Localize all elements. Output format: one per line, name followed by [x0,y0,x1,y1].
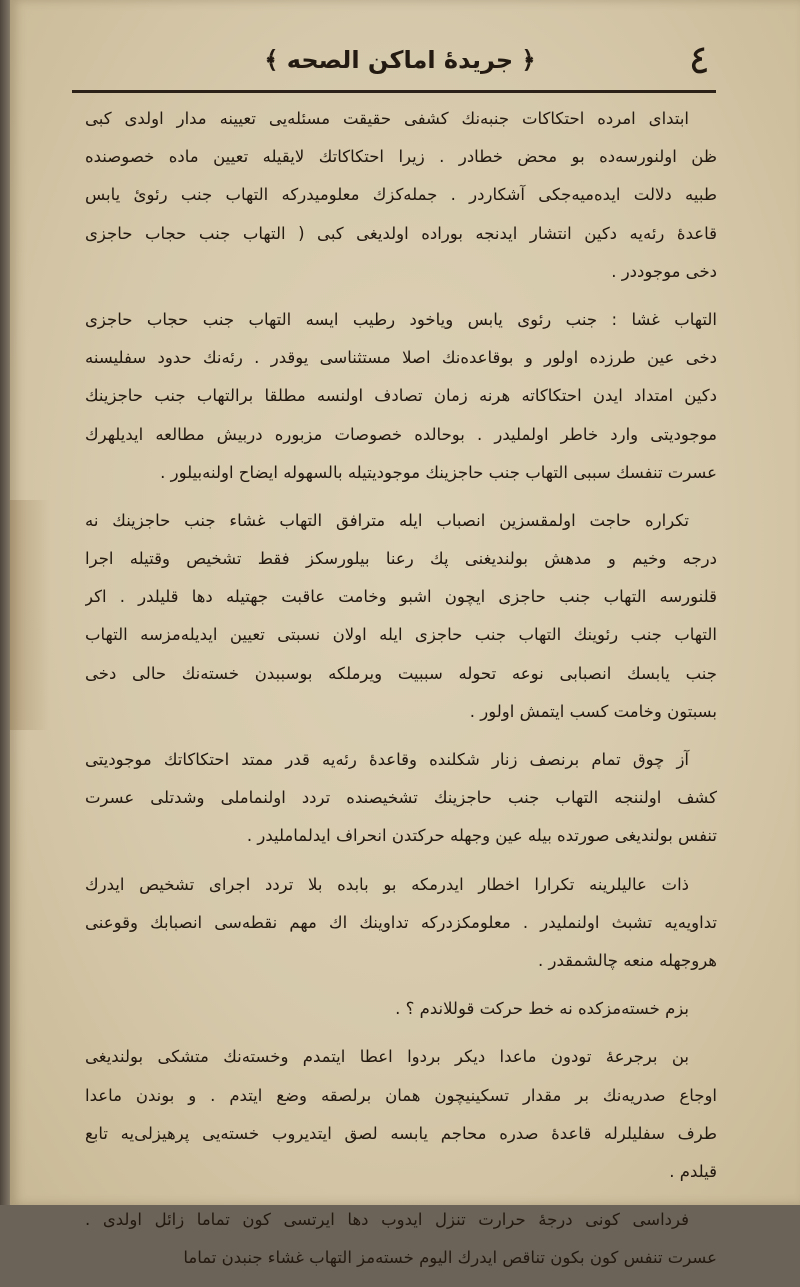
page-stain [10,500,50,730]
text-line: دكين امتداد ايدن احتكاكاته هرنه زمان تصادف اولنسه مطلقا برالتهاب جنب حاجزينك [85,386,717,406]
book-page [10,0,800,1268]
text-line: قاعدۀ رئه‌يه دكين انتشار ايدنجه بوراده اولديغى كبى ( التهاب جنب حجاب حاجزى [85,223,717,243]
paragraph [85,1201,717,1277]
text-line: ظن اولنورسه‌ده بو محض خطادر . زيرا احتكاكاتك لايقيله تعيين ماده خصوصنده [85,147,717,167]
page-number: ٤ [688,37,710,83]
text-line: كشف اولننجه التهاب جنب حاجزينك تشخيصنده تردد اولنماملى وشدتلى عسرت [85,788,717,808]
text-line: فرداسى كونى درجۀ حرارت تنزل ايدوب دها ايرتسى كون تماما زائل اولدى . [85,1210,689,1230]
paragraph [85,301,717,492]
text-line: هروجهله منعه چالشمقدر . [538,950,717,970]
text-line: بن برجرعۀ تودون ماعدا ديكر بردوا اعطا ايتمدم وخسته‌نك متشكى بولنديغى [85,1047,689,1067]
text-line: بسبتون وخامت كسب ايتمش اولور . [469,701,717,721]
text-line: ابتداى امرده احتكاكات جنبه‌نك كشفى حقيقت مسئله‌يى تعيينه مدار اولدى كبى [85,109,689,128]
text-line: ذات عاليلرينه تكرارا اخطار ايدرمكه بو بابده بلا تردد اجراى تشخيص ايدرك [85,874,689,894]
text-line: قلنورسه التهاب جنب حاجزى ايچون اشبو وخامت عاقبت جهتيله دها قليلدر . اكر [85,587,717,607]
header-rule [72,90,716,93]
paragraph [85,502,717,731]
paragraph [85,741,717,856]
text-line: قيلدم . [669,1161,717,1181]
paragraph [85,100,717,291]
text-line: تداويه‌يه تشبث اولنمليدر . معلومكزدركه تداوينك اك مهم نقطه‌سى انصبابك وقوعنى [85,912,717,932]
text-line: التهاب غشا : جنب رئوى يابس وياخود رطيب ايسه التهاب جنب حجاب حاجزى [85,309,717,329]
text-line: عسرت تنفسك سببى التهاب جنب حاجزينك موجوديتيله بالسهوله ايضاح اولنه‌بيلور . [160,462,717,482]
text-line: درجه وخيم و مدهش بولنديغنى پك رعنا بيلورسكز فقط تشخيص وقتيله اجرا [85,549,717,569]
text-line: اوجاع صدريه‌نك بر مقدار تسكينيچون همان برلصقه وضع ايتدم . و بوندن ماعدا [85,1085,717,1105]
text-line: دخى عين طرزده اولور و بوقاعده‌نك اصلا مستثناسى يوقدر . رئه‌نك حدود سفليسنه [85,348,717,368]
text-line: جنب يابسك انصبابى نوعه تحوله سببيت ويرملكه بوسببدن خسته‌نك حالى دخى [85,663,717,683]
text-line: تنفس بولنديغى صورتده بيله عين وجهله حركتدن انحراف ايدلمامليدر . [246,826,717,846]
text-line: موجوديتى وارد خاطر اولمليدر . بوحالده خصوصات مزبوره دربيش مطالعه ايديلهرك [85,424,717,444]
article-body [85,100,717,1287]
text-line: التهاب جنب رئوينك التهاب جنب حاجزى ايله اولان نسبتى تعيين ايديله‌مزسه التهاب [85,625,717,645]
page-header [70,36,710,84]
text-line: طرف سفليلرله قاعدۀ صدره محاجم يابسه لصق ايتديروب خسته‌يى پرهيزلى‌يه تابع [85,1123,717,1143]
running-head-title: ﴿ جريدۀ اماكن الصحه ﴾ [264,46,536,74]
text-line: عسرت تنفس كون بكون تناقص ايدرك اليوم خسته‌مز التهاب غشاء جنبدن تماما [183,1248,717,1268]
paragraph [85,990,717,1028]
text-line: آز چوق تمام برنصف زنار شكلنده وقاعدۀ رئه‌يه قدر ممتد احتكاكاتك موجوديتى [85,750,689,769]
text-line: دخى موجوددر . [611,261,717,281]
paragraph [85,1038,717,1191]
paragraph [85,866,717,981]
text-line: تكراره حاجت اولمقسزين انصباب ايله مترافق التهاب غشاء جنب حاجزينك نه [85,510,689,530]
text-line: طبيه دلالت ايده‌ميه‌جكى آشكاردر . جمله‌كزك معلوميدركه التهاب جنب رئوئ يابس [85,185,717,205]
text-line: بزم خسته‌مزكده نه خط حركت قوللاندم ؟ . [395,999,689,1019]
